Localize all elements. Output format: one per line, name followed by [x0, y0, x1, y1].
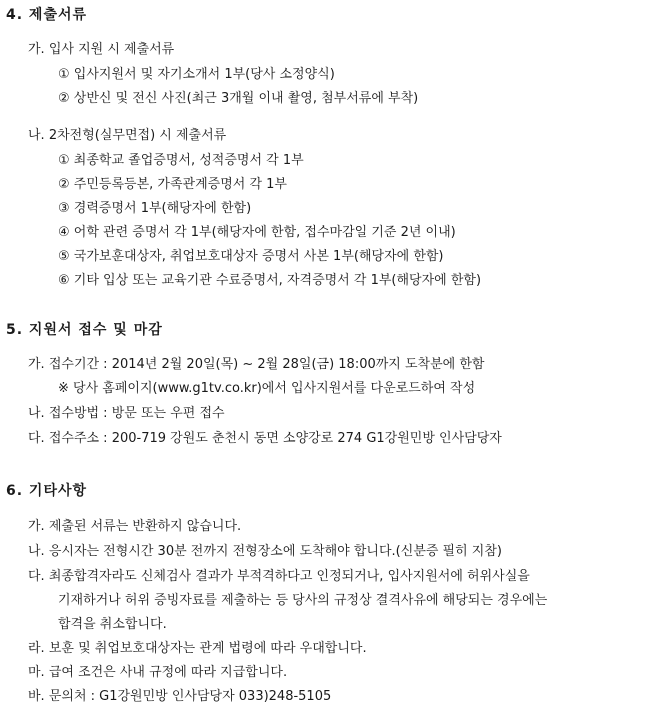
- s4-group-b-item-4: ④ 어학 관련 증명서 각 1부(해당자에 한함, 접수마감일 기준 2년 이내): [58, 225, 456, 240]
- s5-note: ※ 당사 홈페이지(www.g1tv.co.kr)에서 입사지원서를 다운로드하여 작성: [58, 381, 476, 396]
- s5-line-2: 나. 접수방법 : 방문 또는 우편 접수: [28, 406, 225, 421]
- s4-group-b-item-2: ② 주민등록등본, 가족관계증명서 각 1부: [58, 177, 287, 192]
- s4-group-b-item-6: ⑥ 기타 입상 또는 교육기관 수료증명서, 자격증명서 각 1부(해당자에 한함): [58, 273, 482, 288]
- s6-line-6: 바. 문의처 : G1강원민방 인사담당자 033)248-5105: [28, 689, 332, 704]
- s6-line-3: 다. 최종합격자라도 신체검사 결과가 부적격하다고 인정되거나, 입사지원서에 허위사실을: [28, 569, 530, 584]
- section-5-heading: 5. 지원서 접수 및 마감: [6, 322, 163, 338]
- s4-group-b-item-5: ⑤ 국가보훈대상자, 취업보호대상자 증명서 사본 1부(해당자에 한함): [58, 249, 444, 264]
- s4-group-b-item-3: ③ 경력증명서 1부(해당자에 한함): [58, 201, 252, 216]
- s6-line-2: 나. 응시자는 전형시간 30분 전까지 전형장소에 도착해야 합니다.(신분증 필히 지참): [28, 544, 502, 559]
- s6-line-3-cont-1: 기재하거나 허위 증빙자료를 제출하는 등 당사의 규정상 결격사유에 해당되는 경우에는: [58, 593, 548, 608]
- s4-group-a-item-2: ② 상반신 및 전신 사진(최근 3개월 이내 촬영, 첨부서류에 부착): [58, 91, 419, 106]
- s6-line-5: 마. 급여 조건은 사내 규정에 따라 지급합니다.: [28, 665, 288, 680]
- s5-line-1: 가. 접수기간 : 2014년 2월 20일(목) ~ 2월 28일(금) 18:00까지 도착분에 한함: [28, 357, 485, 372]
- s6-line-3-cont-2: 합격을 취소합니다.: [58, 617, 167, 632]
- section-6-heading: 6. 기타사항: [6, 483, 88, 499]
- s6-line-1: 가. 제출된 서류는 반환하지 않습니다.: [28, 519, 242, 534]
- section-4-heading: 4. 제출서류: [6, 7, 88, 23]
- s4-group-b-title: 나. 2차전형(실무면접) 시 제출서류: [28, 128, 227, 143]
- s4-group-a-title: 가. 입사 지원 시 제출서류: [28, 42, 175, 57]
- s5-line-3: 다. 접수주소 : 200-719 강원도 춘천시 동면 소양강로 274 G1강원민방 인사담당자: [28, 431, 502, 446]
- s6-line-4: 라. 보훈 및 취업보호대상자는 관계 법령에 따라 우대합니다.: [28, 641, 367, 656]
- s4-group-b-item-1: ① 최종학교 졸업증명서, 성적증명서 각 1부: [58, 153, 304, 168]
- s4-group-a-item-1: ① 입사지원서 및 자기소개서 1부(당사 소정양식): [58, 67, 335, 82]
